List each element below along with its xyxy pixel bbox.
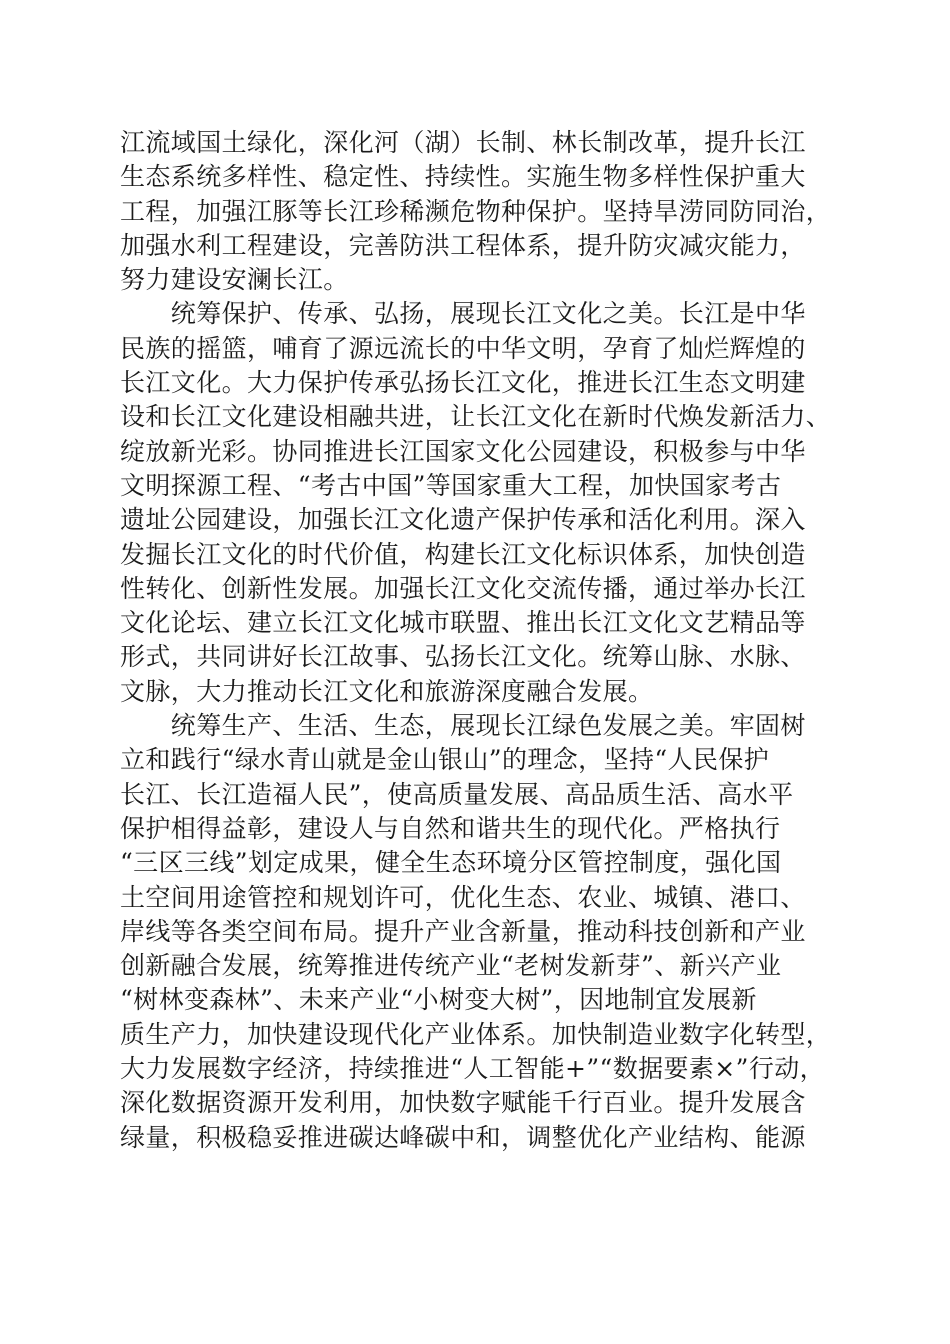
text-line: 发掘长江文化的时代价值，构建长江文化标识体系，加快创造 (120, 539, 806, 569)
text-line: 质生产力，加快建设现代化产业体系。加快制造业数字化转型， (120, 1019, 832, 1049)
text-line: 深化数据资源开发利用，加快数字赋能千行百业。提升发展含 (120, 1088, 806, 1118)
text-line: 加强水利工程建设，完善防洪工程体系，提升防灾减灾能力， (120, 230, 806, 260)
text-line: 努力建设安澜长江。 (120, 265, 349, 295)
text-line: 长江、长江造福人民”，使高质量发展、高品质生活、高水平 (120, 779, 794, 809)
text-line: 文明探源工程、“考古中国”等国家重大工程，加快国家考古 (120, 470, 782, 500)
text-line: 生态系统多样性、稳定性、持续性。实施生物多样性保护重大 (120, 162, 806, 192)
text-line: 设和长江文化建设相融共进，让长江文化在新时代焕发新活力、 (120, 402, 832, 432)
text-line: 民族的摇篮，哺育了源远流长的中华文明，孕育了灿烂辉煌的 (120, 333, 806, 363)
text-line: 大力发展数字经济，持续推进“人工智能+”“数据要素×”行动， (120, 1054, 826, 1084)
text-line: 立和践行“绿水青山就是金山银山”的理念，坚持“人民保护 (120, 745, 770, 775)
text-line: 保护相得益彰，建设人与自然和谐共生的现代化。严格执行 (120, 813, 781, 843)
text-line: 形式，共同讲好长江故事、弘扬长江文化。统筹山脉、水脉、 (120, 642, 806, 672)
text-line: 创新融合发展，统筹推进传统产业“老树发新芽”、新兴产业 (120, 951, 782, 981)
text-line: 统筹生产、生活、生态，展现长江绿色发展之美。牢固树 (120, 711, 806, 741)
text-line: 江流域国土绿化，深化河（湖）长制、林长制改革，提升长江 (120, 128, 806, 157)
text-line: 性转化、创新性发展。加强长江文化交流传播，通过举办长江 (120, 573, 806, 603)
text-line: 绽放新光彩。协同推进长江国家文化公园建设，积极参与中华 (120, 436, 806, 466)
text-line: “树林变森林”、未来产业“小树变大树”，因地制宜发展新 (120, 985, 757, 1015)
text-line: 岸线等各类空间布局。提升产业含新量，推动科技创新和产业 (120, 916, 806, 946)
body-text (120, 126, 832, 1155)
text-line: 绿量，积极稳妥推进碳达峰碳中和，调整优化产业结构、能源 (120, 1122, 806, 1152)
text-line: “三区三线”划定成果，健全生态环境分区管控制度，强化国 (120, 848, 782, 878)
text-line: 长江文化。大力保护传承弘扬长江文化，推进长江生态文明建 (120, 368, 806, 398)
text-line: 统筹保护、传承、弘扬，展现长江文化之美。长江是中华 (120, 299, 806, 329)
text-line: 文脉，大力推动长江文化和旅游深度融合发展。 (120, 676, 654, 706)
text-line: 工程，加强江豚等长江珍稀濒危物种保护。坚持旱涝同防同治， (120, 196, 832, 226)
text-line: 文化论坛、建立长江文化城市联盟、推出长江文化文艺精品等 (120, 608, 806, 638)
text-line: 土空间用途管控和规划许可，优化生态、农业、城镇、港口、 (120, 882, 806, 912)
text-line: 遗址公园建设，加强长江文化遗产保护传承和活化利用。深入 (120, 505, 806, 535)
